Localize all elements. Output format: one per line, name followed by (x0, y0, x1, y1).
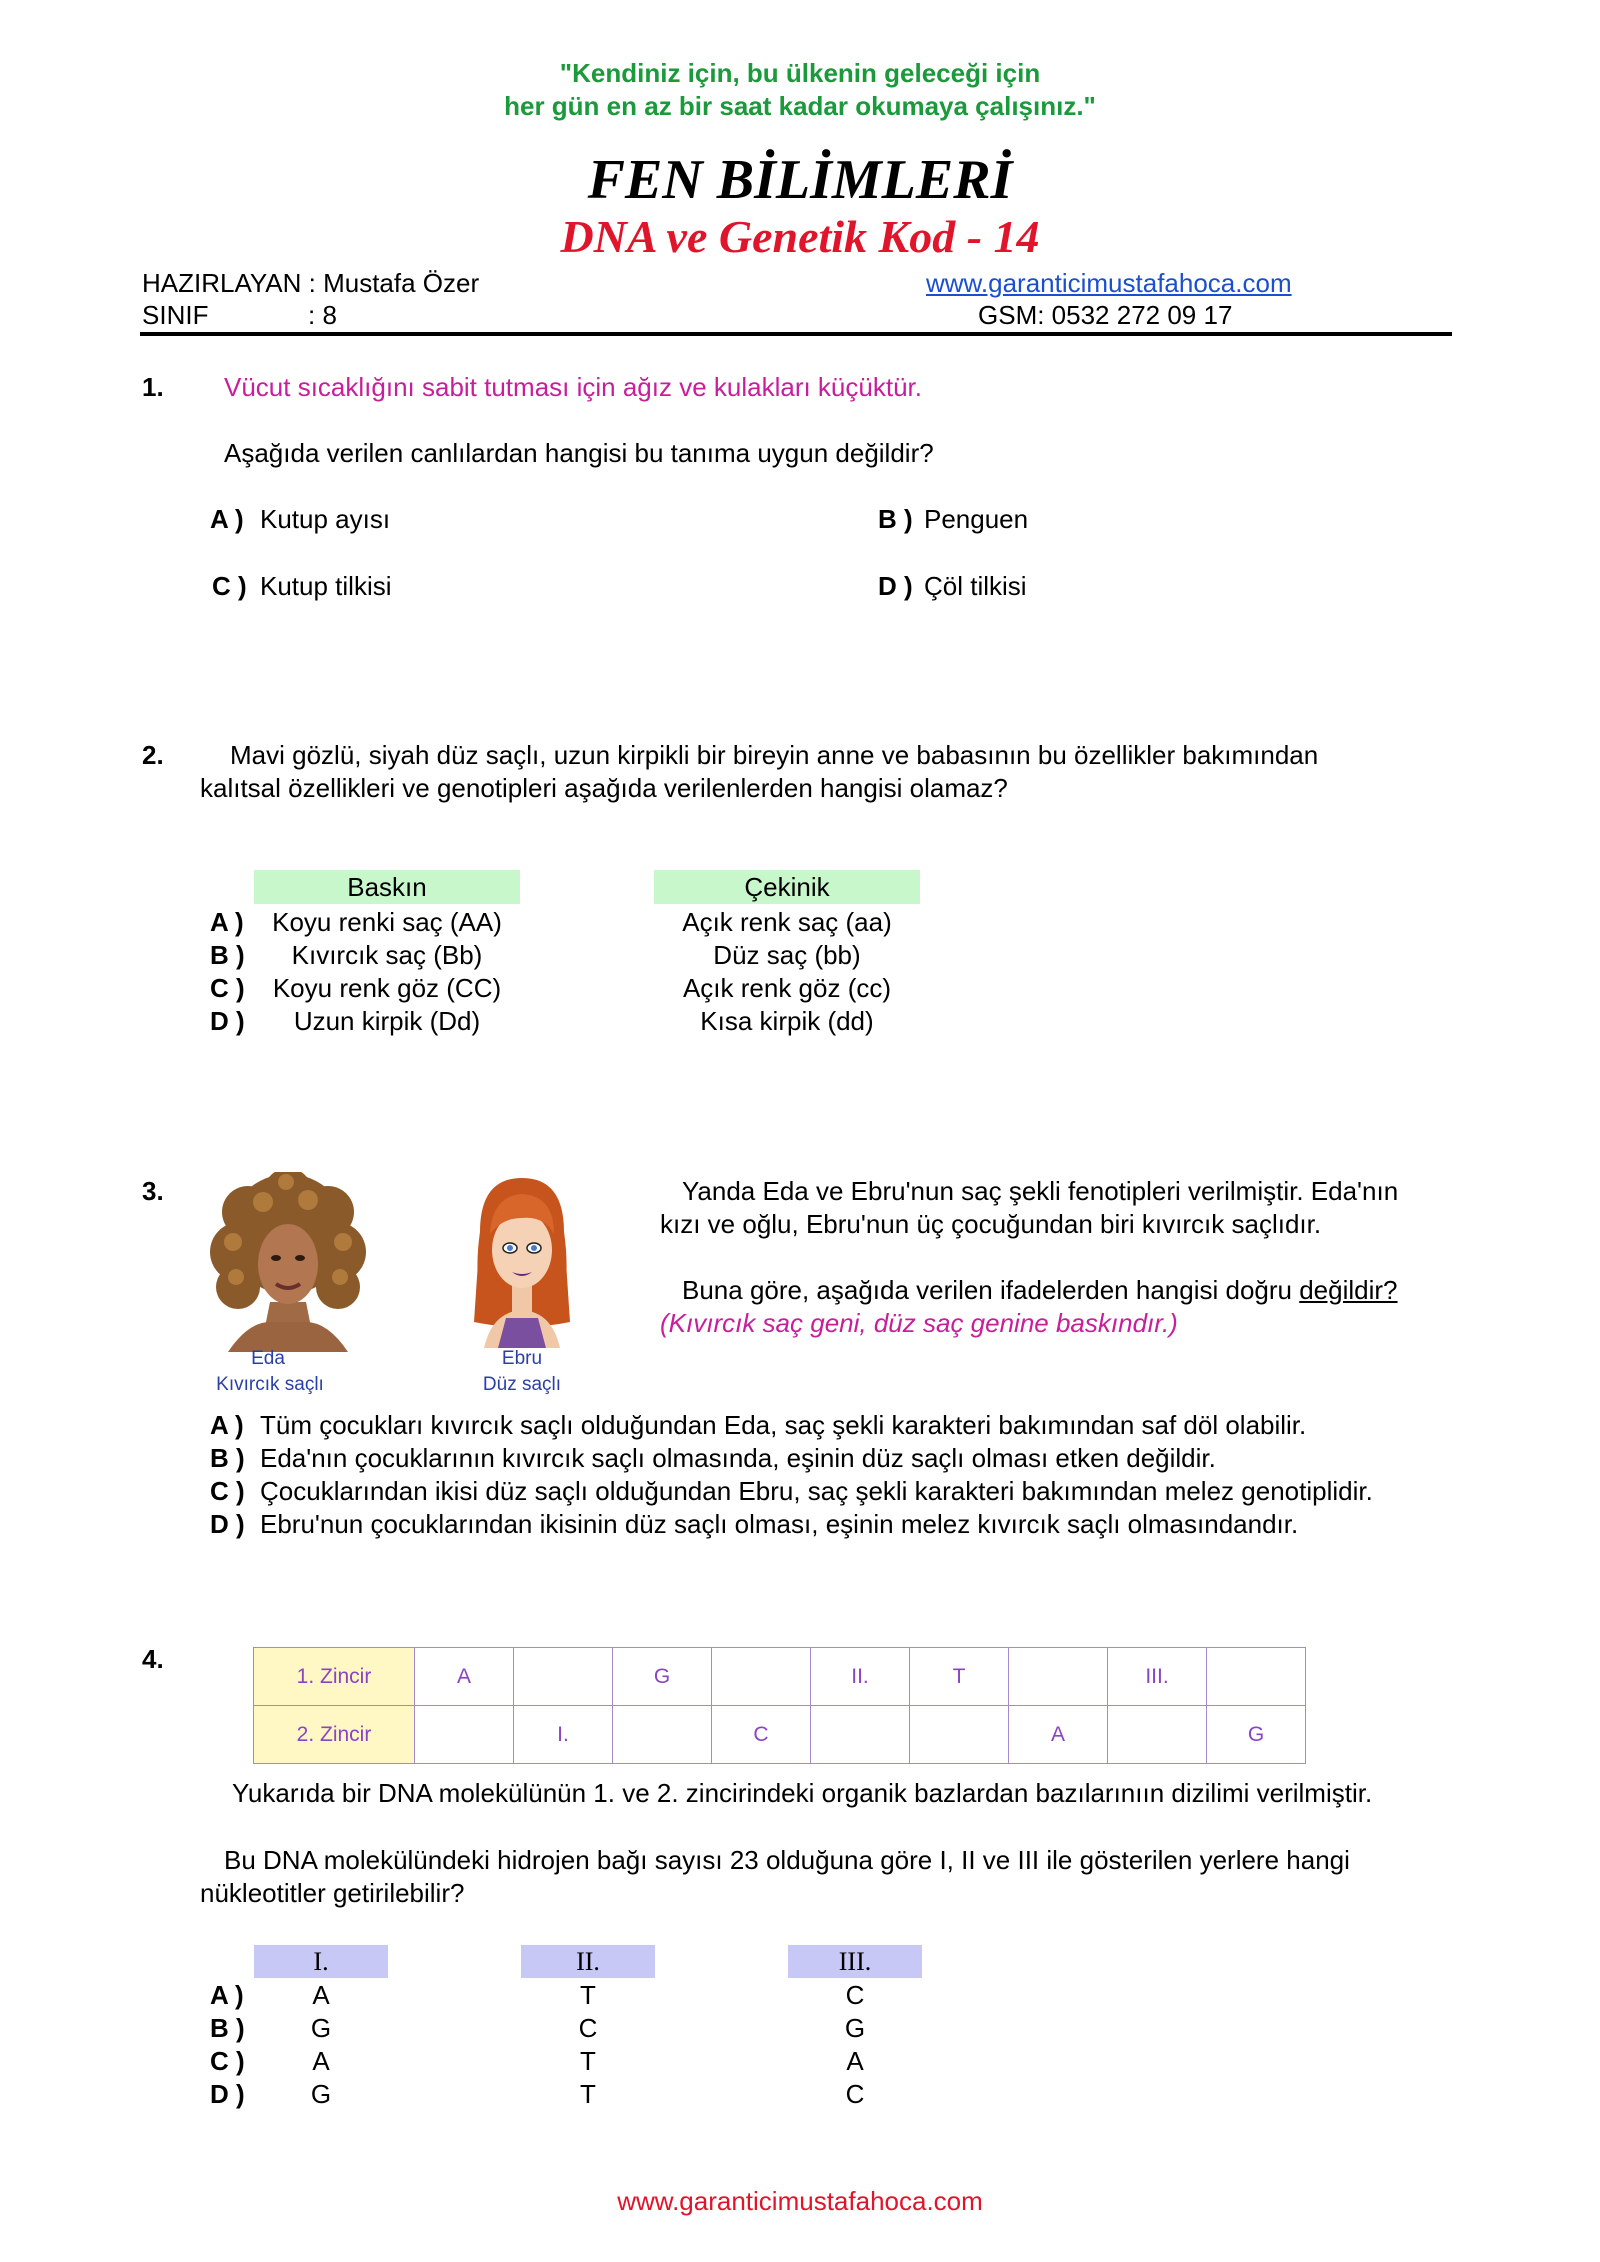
ebru-name-caption: Ebru (501, 1348, 543, 1369)
q2-row-d-recessive[interactable]: Kısa kirpik (dd) (700, 1006, 874, 1036)
chain-2-base (1108, 1706, 1207, 1764)
q1-question: Aşağıda verilen canlılardan hangisi bu tanıma uygun değildir? (224, 438, 934, 468)
q4-row-a-i[interactable]: A (312, 1980, 330, 2010)
q2-header-recessive: Çekinik (654, 870, 920, 904)
q3-option-c-label: C ) (210, 1476, 245, 1506)
q4-row-d-iii[interactable]: C (845, 2079, 865, 2109)
q4-number: 4. (142, 1644, 164, 1674)
q2-text-line-2: kalıtsal özellikleri ve genotipleri aşağıda verilenlerden hangisi olamaz? (200, 773, 1008, 803)
q4-row-d-label: D ) (210, 2079, 245, 2109)
chain-1-base (514, 1648, 613, 1706)
chain-1-label: 1. Zincir (254, 1648, 415, 1706)
q2-number: 2. (142, 740, 164, 770)
q2-text-line-1: Mavi gözlü, siyah düz saçlı, uzun kirpikli bir bireyin anne ve babasının bu özellikler bakımından (230, 740, 1319, 770)
q2-row-b-dominant[interactable]: Kıvırcık saç (Bb) (291, 940, 483, 970)
dna-strand-table (253, 1647, 1306, 1764)
q3-text-line-3 (682, 1275, 1398, 1306)
chain-1-base (712, 1648, 811, 1706)
q2-row-a-dominant[interactable]: Koyu renki saç (AA) (272, 907, 502, 937)
eda-trait-caption: Kıvırcık saçlı (216, 1374, 324, 1395)
chain-1-base: A (415, 1648, 514, 1706)
chain-1-base (1207, 1648, 1306, 1706)
eda-portrait-image (208, 1172, 368, 1352)
q3-option-c[interactable]: Çocuklarından ikisi düz saçlı olduğundan Ebru, saç şekli karakteri bakımından melez genotiplidir. (260, 1476, 1373, 1506)
q4-header-ii: II. (521, 1945, 655, 1978)
q4-row-c-iii[interactable]: A (846, 2046, 864, 2076)
q2-row-b-label: B ) (210, 940, 245, 970)
q3-text-line-2: kızı ve oğlu, Ebru'nun üç çocuğundan biri kıvırcık saçlıdır. (660, 1209, 1322, 1239)
q3-hint: (Kıvırcık saç geni, düz saç genine baskındır.) (660, 1308, 1178, 1338)
chain-1-base: III. (1108, 1648, 1207, 1706)
q1-option-d[interactable]: Çöl tilkisi (924, 571, 1027, 601)
q2-row-a-recessive[interactable]: Açık renk saç (aa) (682, 907, 892, 937)
q4-text-2-line-2: nükleotitler getirilebilir? (200, 1878, 465, 1908)
q3-option-d[interactable]: Ebru'nun çocuklarından ikisinin düz saçlı olması, eşinin melez kıvırcık saçlı olmasındandır. (260, 1509, 1299, 1539)
q3-option-d-label: D ) (210, 1509, 245, 1539)
eda-name-caption: Eda (251, 1348, 285, 1369)
q4-header-iii: III. (788, 1945, 922, 1978)
header-divider (140, 332, 1452, 336)
q4-header-i: I. (254, 1945, 388, 1978)
q2-row-b-recessive[interactable]: Düz saç (bb) (713, 940, 861, 970)
q4-row-c-label: C ) (210, 2046, 245, 2076)
chain-1-base: T (910, 1648, 1009, 1706)
chain-1-row (254, 1648, 1306, 1706)
page-title: FEN BİLİMLERİ (587, 149, 1013, 211)
footer-website[interactable]: www.garanticimustafahoca.com (617, 2186, 983, 2216)
chain-1-base: G (613, 1648, 712, 1706)
class-label: SINIF (142, 300, 209, 330)
q1-option-c[interactable]: Kutup tilkisi (260, 571, 392, 601)
q4-row-a-iii[interactable]: C (845, 1980, 865, 2010)
q3-option-b[interactable]: Eda'nın çocuklarının kıvırcık saçlı olmasında, eşinin düz saçlı olması etken değildir. (260, 1443, 1216, 1473)
q2-header-dominant: Baskın (254, 870, 520, 904)
motto-line-2: her gün en az bir saat kadar okumaya çalışınız." (504, 91, 1096, 121)
prepared-by: HAZIRLAYAN : Mustafa Özer (142, 268, 480, 298)
chain-2-base: C (712, 1706, 811, 1764)
q4-row-b-label: B ) (210, 2013, 245, 2043)
q4-row-a-label: A ) (210, 1980, 244, 2010)
q4-row-c-ii[interactable]: T (580, 2046, 596, 2076)
chain-2-base (811, 1706, 910, 1764)
q4-row-d-ii[interactable]: T (580, 2079, 596, 2109)
q3-number: 3. (142, 1176, 164, 1206)
q1-number: 1. (142, 372, 164, 402)
motto-line-1: "Kendiniz için, bu ülkenin geleceği için (559, 58, 1041, 88)
q1-option-a-label: A ) (210, 504, 244, 534)
q4-row-b-iii[interactable]: G (844, 2013, 866, 2043)
q2-row-d-label: D ) (210, 1006, 245, 1036)
q1-option-b[interactable]: Penguen (924, 504, 1029, 534)
q4-row-c-i[interactable]: A (312, 2046, 330, 2076)
q1-statement: Vücut sıcaklığını sabit tutması için ağız ve kulakları küçüktür. (224, 372, 922, 402)
chain-2-base (910, 1706, 1009, 1764)
chain-2-base (415, 1706, 514, 1764)
chain-2-base: G (1207, 1706, 1306, 1764)
chain-1-base: II. (811, 1648, 910, 1706)
q2-row-c-dominant[interactable]: Koyu renk göz (CC) (272, 973, 502, 1003)
chain-2-base: A (1009, 1706, 1108, 1764)
phone-number: GSM: 0532 272 09 17 (978, 300, 1233, 330)
ebru-cartoon-image (462, 1172, 582, 1348)
chain-1-base (1009, 1648, 1108, 1706)
q3-option-a-label: A ) (210, 1410, 244, 1440)
q2-row-d-dominant[interactable]: Uzun kirpik (Dd) (293, 1006, 481, 1036)
q4-row-a-ii[interactable]: T (580, 1980, 596, 2010)
website-link[interactable]: www.garanticimustafahoca.com (926, 268, 1292, 298)
q3-option-a[interactable]: Tüm çocukları kıvırcık saçlı olduğundan Eda, saç şekli karakteri bakımından saf döl olabilir. (260, 1410, 1307, 1440)
q3-question-negation: değildir? (1299, 1275, 1398, 1305)
q4-row-d-i[interactable]: G (310, 2079, 332, 2109)
q3-option-b-label: B ) (210, 1443, 245, 1473)
q1-option-a[interactable]: Kutup ayısı (260, 504, 391, 534)
q4-row-b-i[interactable]: G (310, 2013, 332, 2043)
q2-row-c-label: C ) (210, 973, 245, 1003)
page-subtitle: DNA ve Genetik Kod - 14 (560, 211, 1040, 262)
q4-text-2-line-1: Bu DNA molekülündeki hidrojen bağı sayısı 23 olduğuna göre I, II ve III ile gösterilen yerlere hangi (224, 1845, 1350, 1875)
q4-row-b-ii[interactable]: C (578, 2013, 598, 2043)
chain-2-base (613, 1706, 712, 1764)
q1-option-b-label: B ) (878, 504, 913, 534)
q4-text-1: Yukarıda bir DNA molekülünün 1. ve 2. zincirindeki organik bazlardan bazılarınıın dizilimi verilmiştir. (232, 1778, 1373, 1808)
q3-question-prefix: Buna göre, aşağıda verilen ifadelerden hangisi doğru (682, 1275, 1300, 1305)
q1-option-c-label: C ) (212, 571, 247, 601)
q2-row-a-label: A ) (210, 907, 244, 937)
q2-row-c-recessive[interactable]: Açık renk göz (cc) (682, 973, 892, 1003)
chain-2-label: 2. Zincir (254, 1706, 415, 1764)
chain-2-base: I. (514, 1706, 613, 1764)
q1-option-d-label: D ) (878, 571, 913, 601)
q3-text-line-1: Yanda Eda ve Ebru'nun saç şekli fenotipleri verilmiştir. Eda'nın (682, 1176, 1399, 1206)
chain-2-row (254, 1706, 1306, 1764)
ebru-trait-caption: Düz saçlı (482, 1374, 562, 1395)
class-value: : 8 (308, 300, 337, 330)
